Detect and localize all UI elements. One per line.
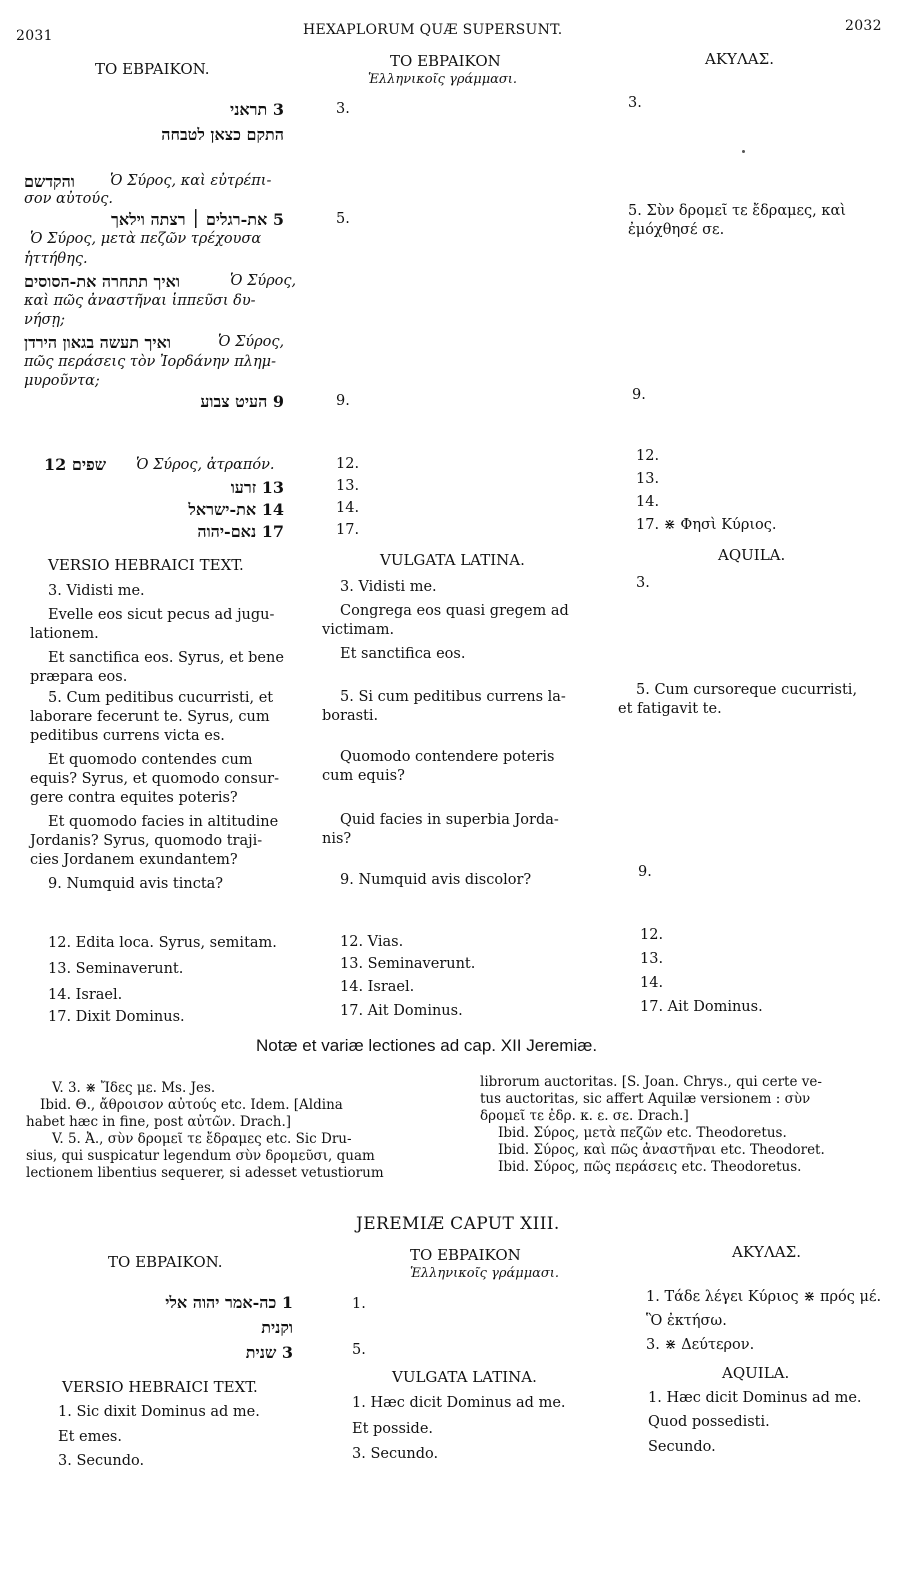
col-head-versio: VERSIO HEBRAICI TEXT. — [48, 556, 244, 574]
hebrew-line: התקם כצאן לטבחה — [161, 125, 284, 144]
aquila-latin-line: 1. Hæc dicit Dominus ad me. — [648, 1390, 862, 1406]
versio-line: lationem. — [30, 626, 99, 642]
syrus-note: πῶς περάσεις τὸν Ἰορδάνην πλημ- — [24, 354, 276, 370]
col-head-aquila: AKΥΛΑΣ. — [705, 50, 774, 68]
col-head-vulgata: VULGATA LATINA. — [380, 551, 525, 569]
hebrew-line: והקדשם — [24, 172, 75, 191]
vulgata-line: 3. Vidisti me. — [340, 579, 437, 595]
aquila-line: 13. — [636, 471, 660, 487]
verse-number: 5. — [352, 1342, 366, 1358]
verse-number: 1. — [352, 1296, 366, 1312]
note-line: librorum auctoritas. [S. Joan. Chrys., qui certe ve- — [480, 1074, 822, 1090]
running-title: HEXAPLORUM QUÆ SUPERSUNT. — [303, 22, 563, 38]
note-line: Ibid. Θ., ἄθροισον αὐτούς etc. Idem. [Aldina — [40, 1097, 343, 1113]
verse-number: 14. — [336, 500, 360, 516]
notes-left — [26, 1080, 456, 1182]
versio-line: 1. Sic dixit Dominus ad me. — [58, 1404, 260, 1420]
vulgata-line: Et sanctifica eos. — [340, 646, 466, 662]
col-head-hebrew-greek-sub: Ἑλληνικοῖς γράμμασι. — [368, 72, 518, 87]
hebrew-line: 17 נאם-יהוה — [197, 522, 284, 541]
versio-line: 5. Cum peditibus cucurristi, et — [48, 690, 274, 706]
aquila-latin-line: 17. Ait Dominus. — [640, 999, 763, 1015]
hebrew-line: שפים 12 — [44, 455, 107, 474]
aquila-latin-line: Quod possedisti. — [648, 1414, 770, 1430]
notes-title: Notæ et variæ lectiones ad cap. XII Jeremiæ. — [256, 1036, 598, 1055]
versio-line: Et quomodo contendes cum — [48, 752, 253, 768]
versio-line: gere contra equites poteris? — [30, 790, 238, 806]
verse-number: 5. — [336, 211, 350, 227]
aquila-latin-line: 13. — [640, 951, 664, 967]
versio-line: laborare fecerunt te. Syrus, cum — [30, 709, 270, 725]
versio-line: peditibus currens victa es. — [30, 728, 225, 744]
col-head-hebrew-greek-sub: Ἑλληνικοῖς γράμμασι. — [410, 1266, 560, 1281]
speck — [742, 150, 745, 153]
vulgata-line: cum equis? — [322, 768, 405, 784]
vulgata-line: victimam. — [322, 622, 395, 638]
hebrew-line: ואיך תתחרה את-הסוסים — [24, 272, 180, 291]
aquila-line: 3. — [628, 95, 642, 111]
vulgata-line: 5. Si cum peditibus currens la- — [340, 689, 566, 705]
versio-line: 17. Dixit Dominus. — [48, 1009, 185, 1025]
vulgata-line: 14. Israel. — [340, 979, 415, 995]
vulgata-line: Quid facies in superbia Jorda- — [340, 812, 559, 828]
aquila-line: 5. Σὺν δρομεῖ τε ἔδραμες, καὶ — [628, 203, 846, 219]
syrus-note: Ὁ Σύρος, — [230, 273, 297, 289]
note-line: tus auctoritas, sic affert Aquilæ versionem : σὺν — [480, 1091, 811, 1107]
note-line: δρομεῖ τε ἐδρ. κ. ε. σε. Drach.] — [480, 1108, 689, 1124]
aquila-latin-line: 14. — [640, 975, 664, 991]
versio-line: Evelle eos sicut pecus ad jugu- — [48, 607, 275, 623]
versio-line: equis? Syrus, et quomodo consur- — [30, 771, 279, 787]
note-line: Ibid. Σύρος, μετὰ πεζῶν etc. Theodoretus. — [498, 1125, 787, 1141]
aquila-line: 9. — [632, 387, 646, 403]
hebrew-line: 1 כה-אמר יהוה אלי — [165, 1293, 293, 1312]
page-number-left: 2031 — [16, 28, 53, 44]
aquila-line: 3. ⋇ Δεύτερον. — [646, 1337, 755, 1353]
note-line: V. 3. ⋇ Ἴδες με. Ms. Jes. — [52, 1080, 216, 1096]
vulgata-line: 9. Numquid avis discolor? — [340, 872, 532, 888]
syrus-note: Ὁ Σύρος, ἀτραπόν. — [136, 457, 275, 473]
syrus-note: Ὁ Σύρος, μετὰ πεζῶν τρέχουσα — [30, 231, 262, 247]
versio-line: 13. Seminaverunt. — [48, 961, 184, 977]
versio-line: Jordanis? Syrus, quomodo traji- — [30, 833, 263, 849]
syrus-note: Ὁ Σύρος, — [218, 334, 285, 350]
syrus-note: καὶ πῶς ἀναστῆναι ἱππεῦσι δυ- — [24, 293, 256, 309]
aquila-line: ἐμόχθησέ σε. — [628, 222, 725, 238]
verse-number: 17. — [336, 522, 360, 538]
col-head-hebrew: TO EBPAIKON. — [108, 1253, 223, 1271]
hebrew-line: 3 שנית — [245, 1343, 293, 1362]
aquila-line: 12. — [636, 448, 660, 464]
aquila-latin-line: et fatigavit te. — [618, 701, 722, 717]
aquila-line: Ὃ ἐκτήσω. — [646, 1313, 727, 1329]
vulgata-line: borasti. — [322, 708, 379, 724]
hebrew-line: 5 את-רגלים ׀ רצתה וילאך — [110, 210, 284, 229]
versio-line: 3. Secundo. — [58, 1453, 145, 1469]
versio-line: Et emes. — [58, 1429, 122, 1445]
versio-line: 14. Israel. — [48, 987, 123, 1003]
vulgata-line: Congrega eos quasi gregem ad — [340, 603, 569, 619]
hebrew-line: ואיך תעשה בגאון הירדן — [24, 333, 171, 352]
note-line: lectionem libentius sequerer, si adesset vetustiorum — [26, 1165, 384, 1181]
syrus-note: ἡττήθης. — [24, 251, 88, 267]
versio-line: Et sanctifica eos. Syrus, et bene — [48, 650, 284, 666]
aquila-latin-line: 9. — [638, 864, 652, 880]
note-line: V. 5. Ἀ., σὺν δρομεῖ τε ἔδραμες etc. Sic Dru- — [52, 1131, 352, 1147]
col-head-hebrew-greek: TO EBPAIKON — [390, 52, 501, 70]
aquila-line: 1. Τάδε λέγει Κύριος ⋇ πρός μέ. — [646, 1289, 882, 1305]
vulgata-line: 12. Vias. — [340, 934, 404, 950]
aquila-line: 14. — [636, 494, 660, 510]
versio-line: præpara eos. — [30, 669, 128, 685]
syrus-note: νήσῃ; — [24, 312, 65, 328]
versio-line: 9. Numquid avis tincta? — [48, 876, 224, 892]
hebrew-line: 13 זרעו — [230, 478, 284, 497]
vulgata-line: nis? — [322, 831, 352, 847]
versio-line: Et quomodo facies in altitudine — [48, 814, 279, 830]
chapter-title: JEREMIÆ CAPUT XIII. — [356, 1214, 560, 1234]
col-head-aquila-latin: AQUILA. — [722, 1364, 790, 1382]
syrus-note: σον αὐτούς. — [24, 191, 113, 207]
versio-line: 12. Edita loca. Syrus, semitam. — [48, 935, 277, 951]
verse-number: 9. — [336, 393, 350, 409]
versio-line: cies Jordanem exundantem? — [30, 852, 238, 868]
vulgata-line: Quomodo contendere poteris — [340, 749, 555, 765]
hebrew-line: 3 תראני — [230, 100, 284, 119]
vulgata-line: 3. Secundo. — [352, 1446, 439, 1462]
col-head-aquila: AKΥΛΑΣ. — [732, 1243, 801, 1261]
notes-right — [480, 1074, 902, 1176]
page-number-right: 2032 — [845, 18, 882, 34]
aquila-latin-line: 3. — [636, 575, 650, 591]
vulgata-line: 17. Ait Dominus. — [340, 1003, 463, 1019]
note-line: sius, qui suspicatur legendum σὺν δρομεῦσι, quam — [26, 1148, 375, 1164]
aquila-latin-line: 5. Cum cursoreque cucurristi, — [636, 682, 858, 698]
syrus-note: Ὁ Σύρος, καὶ εὐτρέπι- — [110, 173, 272, 189]
hebrew-line: וקנית — [261, 1318, 293, 1337]
col-head-hebrew: TO EBPAIKON. — [95, 60, 210, 78]
verse-number: 12. — [336, 456, 360, 472]
note-line: habet hæc in fine, post αὐτῶν. Drach.] — [26, 1114, 292, 1130]
hebrew-line: 14 את-ישראל — [188, 500, 284, 519]
vulgata-line: 13. Seminaverunt. — [340, 956, 476, 972]
aquila-latin-line: 12. — [640, 927, 664, 943]
vulgata-line: 1. Hæc dicit Dominus ad me. — [352, 1395, 566, 1411]
hebrew-line: 9 העיט צבוע — [200, 392, 284, 411]
col-head-versio: VERSIO HEBRAICI TEXT. — [62, 1378, 258, 1396]
vulgata-line: Et posside. — [352, 1421, 434, 1437]
syrus-note: μυροῦντα; — [24, 373, 100, 389]
col-head-hebrew-greek: TO EBPAIKON — [410, 1246, 521, 1264]
col-head-vulgata: VULGATA LATINA. — [392, 1368, 537, 1386]
note-line: Ibid. Σύρος, πῶς περάσεις etc. Theodoretus. — [498, 1159, 802, 1175]
versio-line: 3. Vidisti me. — [48, 583, 145, 599]
verse-number: 3. — [336, 101, 350, 117]
col-head-aquila-latin: AQUILA. — [718, 546, 786, 564]
aquila-latin-line: Secundo. — [648, 1439, 716, 1455]
note-line: Ibid. Σύρος, καὶ πῶς ἀναστῆναι etc. Theodoret. — [498, 1142, 825, 1158]
aquila-line: 17. ⋇ Φησὶ Κύριος. — [636, 517, 777, 533]
verse-number: 13. — [336, 478, 360, 494]
